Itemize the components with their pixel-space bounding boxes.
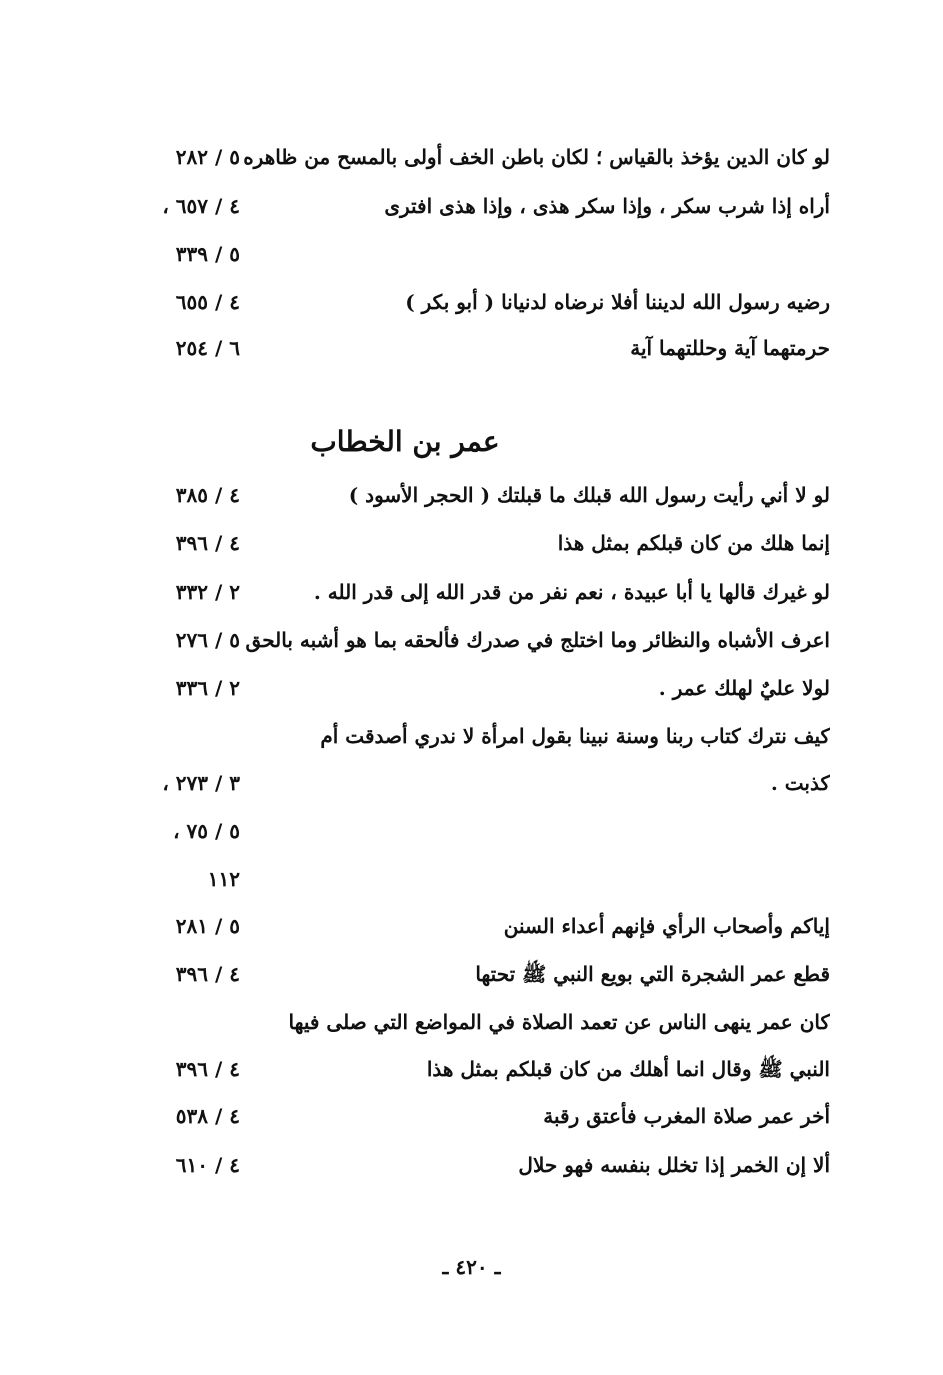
- index-entry: [100, 328, 830, 368]
- entry-reference: ٤ / ٥٣٨: [175, 1104, 240, 1128]
- entry-text: النبي ﷺ وقال انما أهلك من كان قبلكم بمثل هذا: [426, 1057, 830, 1081]
- entry-text: اعرف الأشباه والنظائر وما اختلج في صدرك فألحقه بما هو أشبه بالحق: [245, 628, 830, 652]
- index-entry: [100, 572, 830, 612]
- entry-reference: ١١٢: [207, 867, 240, 891]
- entry-reference: ٥ / ٢٨١: [175, 914, 240, 938]
- index-entry: [100, 763, 830, 803]
- index-entry: [100, 811, 830, 851]
- entry-text: كان عمر ينهى الناس عن تعمد الصلاة في المواضع التي صلى فيها: [288, 1010, 830, 1034]
- entry-reference: ٤ / ٦١٠: [175, 1153, 240, 1177]
- index-entry: [100, 475, 830, 515]
- index-entry: [100, 906, 830, 946]
- entry-reference: ٤ / ٦٥٧ ،: [162, 194, 240, 218]
- index-entry: [100, 137, 830, 177]
- index-entry: [100, 716, 830, 756]
- index-entry: [100, 523, 830, 563]
- entry-reference: ٢ / ٣٣٢: [175, 580, 240, 604]
- entry-reference: ٤ / ٣٨٥: [175, 483, 240, 507]
- index-entry: [100, 1049, 830, 1089]
- index-entry: [100, 1002, 830, 1042]
- entry-text: إنما هلك من كان قبلكم بمثل هذا: [557, 531, 830, 555]
- entry-reference: ٥ / ٢٨٢: [175, 145, 240, 169]
- index-entry: [100, 668, 830, 708]
- index-entry: [100, 234, 830, 274]
- entry-text: رضيه رسول الله لديننا أفلا نرضاه لدنيانا ( أبو بكر ): [405, 290, 830, 314]
- entry-text: أراه إذا شرب سكر ، وإذا سكر هذى ، وإذا هذى افترى: [384, 194, 830, 218]
- index-entry: [100, 282, 830, 322]
- entry-reference: ٤ / ٣٩٦: [175, 1057, 240, 1081]
- entry-text: أخر عمر صلاة المغرب فأعتق رقبة: [543, 1104, 830, 1128]
- entry-text: ألا إن الخمر إذا تخلل بنفسه فهو حلال: [518, 1153, 830, 1177]
- index-entry: [100, 1096, 830, 1136]
- entry-text: كيف نترك كتاب ربنا وسنة نبينا بقول امرأة لا ندري أصدقت أم: [320, 724, 830, 748]
- index-entry: [100, 954, 830, 994]
- entry-text: حرمتهما آية وحللتهما آية: [630, 336, 830, 360]
- page-number: ـ ٤٢٠ ـ: [442, 1255, 501, 1279]
- entry-text: لولا عليٌ لهلك عمر .: [658, 676, 830, 700]
- index-entry: [100, 859, 830, 899]
- index-entry: [100, 186, 830, 226]
- entry-text: قطع عمر الشجرة التي بويع النبي ﷺ تحتها: [475, 962, 830, 986]
- entry-reference: ٢ / ٣٣٦: [175, 676, 240, 700]
- entry-reference: ٣ / ٢٧٣ ،: [162, 771, 240, 795]
- entry-reference: ٤ / ٣٩٦: [175, 962, 240, 986]
- entry-reference: ٥ / ٣٣٩: [175, 242, 240, 266]
- entry-reference: ٤ / ٣٩٦: [175, 531, 240, 555]
- entry-text: لو كان الدين يؤخذ بالقياس ؛ لكان باطن الخف أولى بالمسح من ظاهره: [243, 145, 830, 169]
- entry-reference: ٥ / ٧٥ ،: [173, 819, 240, 843]
- entry-reference: ٦ / ٢٥٤: [175, 336, 240, 360]
- section-heading: عمر بن الخطاب: [310, 425, 500, 458]
- entry-text: لو غيرك قالها يا أبا عبيدة ، نعم نفر من قدر الله إلى قدر الله .: [313, 580, 830, 604]
- entry-reference: ٤ / ٦٥٥: [175, 290, 240, 314]
- index-entry: [100, 620, 830, 660]
- entry-text: لو لا أني رأيت رسول الله قبلك ما قبلتك ( الحجر الأسود ): [348, 483, 830, 507]
- index-entry: [100, 1145, 830, 1185]
- entry-text: إياكم وأصحاب الرأي فإنهم أعداء السنن: [503, 914, 830, 938]
- entry-reference: ٥ / ٢٧٦: [175, 628, 240, 652]
- entry-text: كذبت .: [770, 771, 830, 795]
